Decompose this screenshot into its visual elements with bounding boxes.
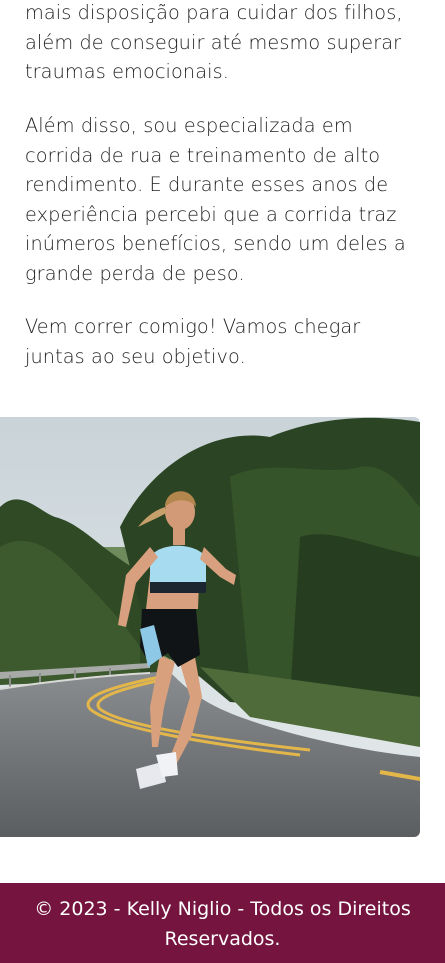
body-paragraph-invitation: Vem correr comigo! Vamos chegar juntas ao seu objetivo. (25, 315, 361, 368)
site-footer (0, 883, 445, 963)
footer-copyright: © 2023 - Kelly Niglio - Todos os Direitos Reservados. (34, 898, 411, 950)
runner-photo (0, 417, 420, 837)
body-paragraph-experience: Além disso, sou especializada em corrida de rua e treinamento de alto rendimento. E durante esses anos de experiência percebi que a corrida traz inúmeros benefícios, sendo um deles a grande perda de peso. (25, 114, 406, 285)
body-paragraph-benefits: mais disposição para cuidar dos filhos, além de conseguir até mesmo superar traumas emocionais. (25, 1, 403, 83)
